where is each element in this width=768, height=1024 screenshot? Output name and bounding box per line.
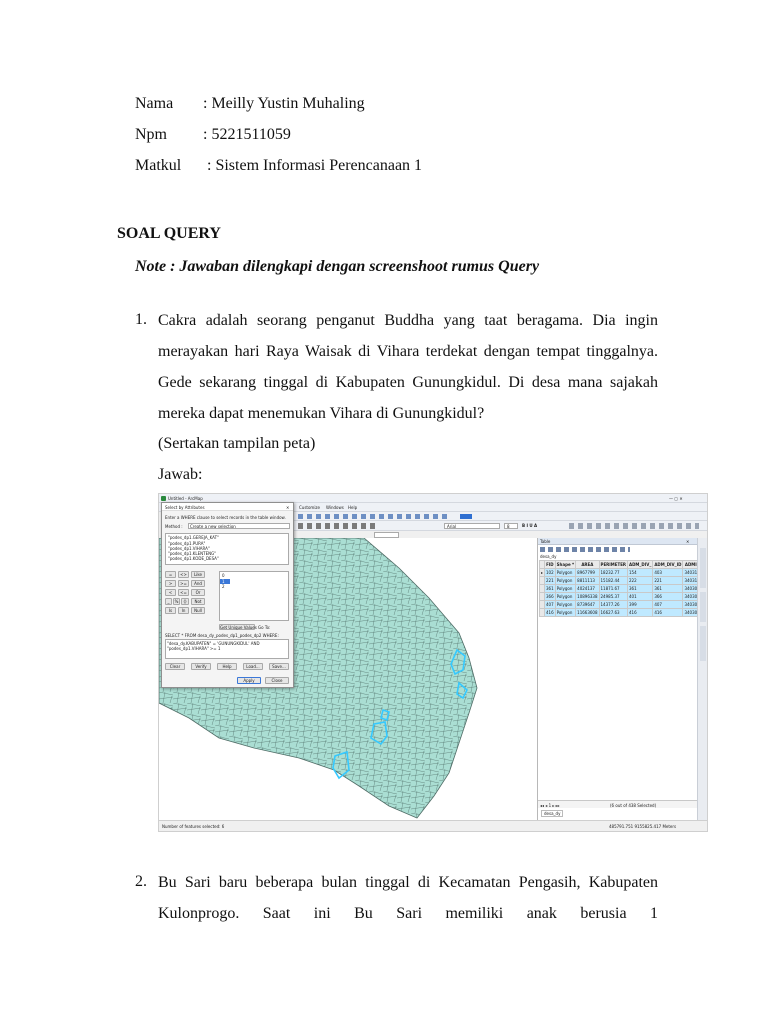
- query-textbox[interactable]: "desa_dy.KABUPATEN" = 'GUNUNGKIDUL' AND "podes_dp1.VIHARA" >= 1: [165, 639, 289, 659]
- get-unique-values-button[interactable]: Get Unique Values: [220, 625, 257, 630]
- toolbar-color-icon[interactable]: [460, 514, 472, 519]
- dialog-instruction: Enter a WHERE clause to select records in the table window.: [165, 515, 286, 520]
- status-selected-features: Number of features selected: 6: [162, 824, 225, 829]
- operator-notequal-button[interactable]: <>: [178, 571, 189, 578]
- format-icons[interactable]: B I U A: [522, 523, 538, 528]
- draw-tool-icons[interactable]: [298, 523, 378, 529]
- operator-not-button[interactable]: Not: [191, 598, 205, 605]
- operator-gte-button[interactable]: >=: [178, 580, 189, 587]
- table-row[interactable]: ▸ 102 Polygon 8967799 18232.77 154 403 34031: [541, 570, 698, 575]
- npm-value: : 5221511059: [203, 126, 291, 143]
- col-header[interactable]: ADM_DIV_ID: [654, 562, 682, 567]
- nama-value: : Meilly Yustin Muhaling: [203, 95, 365, 112]
- method-label: Method :: [165, 524, 183, 529]
- table-row[interactable]: 361 Polygon 4024137 11871.67 361 361 34030: [540, 585, 699, 593]
- col-header[interactable]: AREA: [576, 561, 599, 569]
- field-item[interactable]: "podes_dp1.KLENTENG": [168, 551, 217, 556]
- table-header-row: [540, 561, 699, 569]
- arcmap-logo-icon: [161, 496, 166, 501]
- table-tab[interactable]: desa_dy: [541, 810, 563, 817]
- verify-button[interactable]: Verify: [191, 663, 211, 670]
- font-size-select[interactable]: 8: [504, 523, 518, 529]
- save-button[interactable]: Save...: [269, 663, 289, 670]
- editor-toolbar-icons[interactable]: [569, 523, 699, 529]
- method-select[interactable]: Create a new selection: [188, 523, 290, 529]
- col-header[interactable]: FID: [546, 562, 554, 567]
- col-header[interactable]: ADM_DIV_: [629, 562, 652, 567]
- apply-button[interactable]: Apply: [237, 677, 261, 684]
- record-nav-icons[interactable]: ◂◂ ◂ 1 ▸ ▸▸: [540, 803, 560, 808]
- menu-help[interactable]: Help: [348, 505, 358, 510]
- matkul-label: Matkul: [135, 157, 182, 174]
- operator-buttons: [165, 571, 215, 621]
- operator-equals-button[interactable]: =: [165, 571, 176, 578]
- value-item[interactable]: 0: [222, 573, 225, 578]
- table-toolbar-icons[interactable]: [540, 547, 630, 552]
- fields-list[interactable]: [165, 533, 289, 565]
- q2-number: 2.: [135, 873, 147, 890]
- window-controls-icon[interactable]: — ▢ ✕: [669, 496, 683, 501]
- toolbar-icons[interactable]: [298, 514, 448, 519]
- value-item[interactable]: 2: [222, 584, 225, 589]
- select-from-label: SELECT * FROM desa_dy_podes_dp1_podes_dp2 WHERE:: [165, 633, 279, 638]
- select-by-attributes-dialog: [161, 502, 294, 688]
- operator-or-button[interactable]: Or: [191, 589, 205, 596]
- font-select[interactable]: Arial: [444, 523, 500, 529]
- dock-strip: [697, 538, 707, 820]
- operator-underscore-button[interactable]: _: [165, 598, 172, 605]
- close-button[interactable]: Close: [265, 677, 289, 684]
- arcmap-screenshot: [158, 493, 708, 832]
- q2-text: Bu Sari baru beberapa bulan tinggal di Kecamatan Pengasih, Kabupaten Kulonprogo. Saat ini Bu Sari memiliki anak berusia 1: [158, 874, 658, 922]
- selected-count: (6 out of 438 Selected): [610, 803, 657, 808]
- dock-tab-search[interactable]: [700, 592, 706, 622]
- table-layer-name: desa_dy: [540, 554, 557, 559]
- values-list[interactable]: [219, 571, 289, 621]
- operator-percent-button[interactable]: %: [174, 599, 179, 604]
- npm-label: Npm: [135, 126, 167, 143]
- operator-in-button[interactable]: In: [178, 607, 189, 614]
- matkul-value: : Sistem Informasi Perencanaan 1: [207, 157, 423, 174]
- operator-like-button[interactable]: Like: [191, 571, 205, 578]
- operator-gt-button[interactable]: >: [165, 580, 176, 587]
- field-item[interactable]: "podes_dp1.PURA": [168, 541, 206, 546]
- field-item[interactable]: "podes_dp1.VIHARA": [168, 546, 210, 551]
- operator-and-button[interactable]: And: [191, 580, 205, 587]
- status-coordinates: 485791.751 9155825.417 Meters: [609, 824, 677, 829]
- col-header[interactable]: Shape *: [556, 562, 575, 567]
- dock-tab-toolbox[interactable]: [700, 626, 706, 661]
- note-line: Note : Jawaban dilengkapi dengan screenshoot rumus Query: [135, 258, 540, 275]
- q1-paren: (Sertakan tampilan peta): [158, 435, 316, 452]
- table-window: [537, 538, 697, 820]
- menu-customize[interactable]: Customize: [299, 505, 320, 510]
- dialog-close-icon[interactable]: ✕: [286, 505, 290, 510]
- attribute-table: [539, 560, 699, 617]
- table-title: Table: [540, 539, 551, 544]
- dock-tab-catalog[interactable]: [700, 548, 706, 588]
- dialog-title: Select by Attributes: [165, 505, 205, 510]
- q1-number: 1.: [135, 311, 147, 328]
- operator-lt-button[interactable]: <: [165, 589, 176, 596]
- col-header[interactable]: ADMI: [684, 562, 697, 567]
- table-close-icon[interactable]: ✕: [686, 539, 690, 544]
- table-row[interactable]: 221 Polygon 8811113 15182.44 222 221 34031: [540, 577, 699, 585]
- field-item[interactable]: "podes_dp1.GEREJA_KAT": [168, 535, 219, 540]
- q1-text: Cakra adalah seorang penganut Buddha yang taat beragama. Dia ingin merayakan hari Raya Waisak di Vihara terdekat dengan tempat tinggalnya. Gede sekarang tinggal di Kabupaten Gunungkidul. Di desa mana sajakah mereka dapat menemukan Vihara di Gunungkidul?: [158, 312, 658, 422]
- table-row[interactable]: 416 Polygon 11663608 16627.63 416 416 34030: [540, 609, 699, 617]
- q1-jawab: Jawab:: [158, 466, 203, 483]
- operator-paren-button[interactable]: (): [181, 598, 189, 605]
- col-header[interactable]: PERIMETER: [600, 562, 627, 567]
- table-nav-bar: [538, 800, 698, 808]
- nama-label: Nama: [135, 95, 174, 112]
- app-title: Untitled - ArcMap: [168, 496, 203, 501]
- operator-lte-button[interactable]: <=: [178, 589, 189, 596]
- table-row[interactable]: 366 Polygon 10896338 24985.37 401 366 34030: [540, 593, 699, 601]
- standard-toolbar: [294, 512, 707, 521]
- clear-button[interactable]: Clear: [165, 663, 185, 670]
- section-title: SOAL QUERY: [117, 225, 221, 242]
- help-button[interactable]: Help: [217, 663, 237, 670]
- operator-null-button[interactable]: Null: [191, 607, 205, 614]
- field-item[interactable]: "podes_dp1.KODE_DESA": [168, 556, 219, 561]
- value-item-selected[interactable]: 1: [220, 579, 230, 584]
- operator-is-button[interactable]: Is: [165, 607, 176, 614]
- load-button[interactable]: Load...: [243, 663, 263, 670]
- status-bar: [159, 820, 707, 831]
- menu-windows[interactable]: Windows: [326, 505, 344, 510]
- table-row[interactable]: 407 Polygon 8739647 14377.26 399 407 34030: [540, 601, 699, 609]
- draw-toolbar: [294, 521, 707, 531]
- go-to-label: Go To:: [258, 625, 271, 630]
